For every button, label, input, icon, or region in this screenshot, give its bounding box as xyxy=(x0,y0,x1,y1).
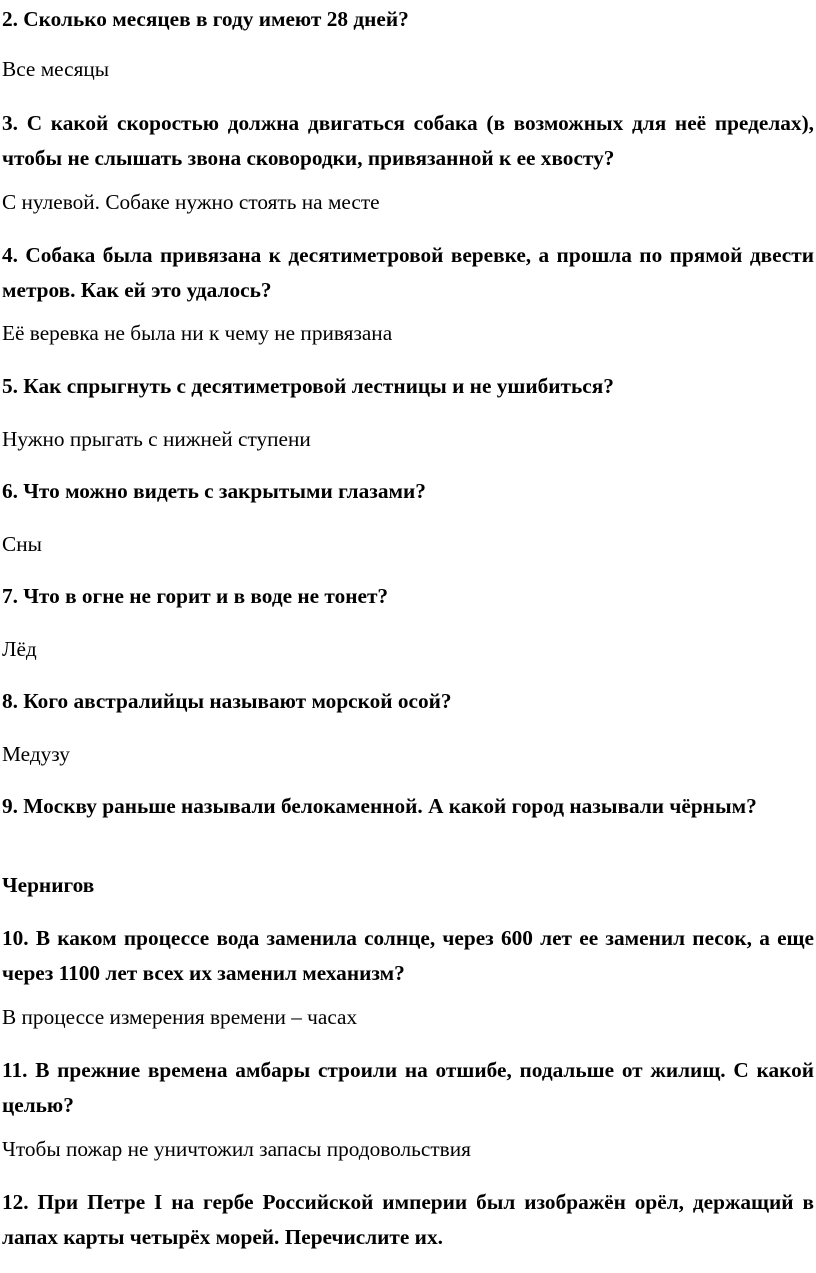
answer-10: В процессе измерения времени – часах xyxy=(2,1005,358,1029)
answer-11: Чтобы пожар не уничтожил запасы продовольствия xyxy=(2,1137,471,1161)
question-10: 10. В каком процессе вода заменила солнце, через 600 лет ее заменил песок, а еще через 1100 лет всех их заменил механизм? xyxy=(2,926,814,985)
question-12: 12. При Петре I на гербе Российской империи был изображён орёл, держащий в лапах карты четырёх морей. Перечислите их. xyxy=(2,1190,814,1249)
question-2: 2. Сколько месяцев в году имеют 28 дней? xyxy=(2,7,409,31)
question-5: 5. Как спрыгнуть с десятиметровой лестницы и не ушибиться? xyxy=(2,374,614,398)
question-11: 11. В прежние времена амбары строили на отшибе, подальше от жилищ. С какой целью? xyxy=(2,1058,814,1117)
answer-9: Чернигов xyxy=(2,873,95,897)
question-8: 8. Кого австралийцы называют морской осой? xyxy=(2,689,452,713)
question-6: 6. Что можно видеть с закрытыми глазами? xyxy=(2,479,426,503)
answer-5: Нужно прыгать с нижней ступени xyxy=(2,427,311,451)
answer-2: Все месяцы xyxy=(2,57,110,81)
question-9: 9. Москву раньше называли белокаменной. А какой город называли чёрным? xyxy=(2,794,757,818)
answer-7: Лёд xyxy=(2,637,37,661)
answer-8: Медузу xyxy=(2,742,70,766)
question-4: 4. Собака была привязана к десятиметровой веревке, а прошла по прямой двести метров. Как ей это удалось? xyxy=(2,243,814,302)
answer-3: С нулевой. Собаке нужно стоять на месте xyxy=(2,190,380,214)
answer-6: Сны xyxy=(2,532,42,556)
question-3: 3. С какой скоростью должна двигаться собака (в возможных для неё пределах), чтобы не слышать звона сковородки, привязанной к ее хвосту? xyxy=(2,111,814,170)
answer-4: Её веревка не была ни к чему не привязана xyxy=(2,321,393,345)
question-7: 7. Что в огне не горит и в воде не тонет? xyxy=(2,584,389,608)
